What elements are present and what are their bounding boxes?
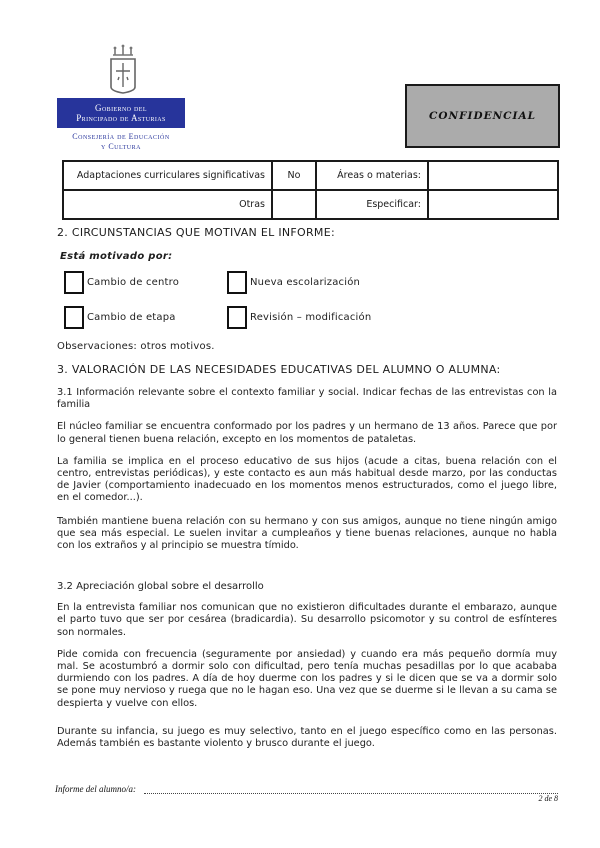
- document-body: [57, 160, 557, 750]
- row-field-label: Áreas o materias:: [316, 161, 428, 190]
- row-field-value[interactable]: [428, 161, 558, 190]
- checkbox-label: Cambio de centro: [87, 277, 180, 288]
- department-line2: y Cultura: [101, 141, 141, 151]
- row-value: [272, 190, 316, 219]
- paragraph: La familia se implica en el proceso educativo de sus hijos (acude a citas, buena relación con el centro, entrevistas periódicas), y este contacto es aun más habitual desde marzo, por las conductas de Javier (comportamiento inadecuado en los momentos menos estructurados, como el juego libre, en el comedor...).: [57, 455, 557, 504]
- paragraph: También mantiene buena relación con su hermano y con sus amigos, aunque no tiene ningún amigo que sea más especial. Le suelen invitar a cumpleaños y tiene buenas relaciones, aunque no habla con los extraños y al principio se muestra tímido.: [57, 515, 557, 552]
- department-label: [40, 132, 202, 151]
- checkbox[interactable]: [64, 306, 84, 329]
- observations-text: Observaciones: otros motivos.: [57, 341, 215, 352]
- page-footer: [55, 782, 558, 803]
- checkbox-item-cambio-de-etapa: [64, 306, 227, 329]
- government-line1: Gobierno del: [95, 102, 147, 113]
- confidential-stamp: [405, 84, 560, 148]
- checkbox-item-nueva-escolarizacion: [227, 271, 484, 294]
- paragraph: Pide comida con frecuencia (seguramente por ansiedad) y cuando era más pequeño dormía muy mal. Se acostumbró a dormir solo con dificultad, pero tenía muchas pesadillas por lo que acababa durmiendo con los padres. A día de hoy duerme con los padres y si le dicen que se va a dormir solo se pone muy nervioso y ruega que no le hagan eso. Una vez que se duerme si le llevan a su cama se despierta y vuelve con ellos.: [57, 648, 557, 709]
- checkbox-item-cambio-de-centro: [64, 271, 227, 294]
- government-line2: Principado de Asturias: [76, 113, 166, 123]
- subsection-3-2-title: 3.2 Apreciación global sobre el desarrollo: [57, 581, 264, 593]
- page-number: 2 de 8: [538, 794, 558, 803]
- asturias-crest-icon: [103, 44, 143, 96]
- checkbox[interactable]: [227, 306, 247, 329]
- row-value: No: [272, 161, 316, 190]
- checkbox-label: Nueva escolarización: [250, 277, 361, 288]
- paragraph: Durante su infancia, su juego es muy selectivo, tanto en el juego específico como en las personas. Además también es bastante violento y brusco durante el juego.: [57, 725, 557, 750]
- table-row: [63, 161, 558, 190]
- row-field-label: Especificar:: [316, 190, 428, 219]
- paragraph: El núcleo familiar se encuentra conformado por los padres y un hermano de 13 años. Parece que por lo general tienen buena relación, excepto en los momentos de pataletas.: [57, 421, 557, 445]
- checkbox-label: Revisión – modificación: [250, 312, 372, 323]
- footer-label: Informe del alumno/a:: [55, 784, 136, 794]
- department-line1: Consejería de Educación: [72, 132, 170, 141]
- row-label: Adaptaciones curriculares significativas: [63, 161, 272, 190]
- row-field-value[interactable]: [428, 190, 558, 219]
- section3-title: 3. VALORACIÓN DE LAS NECESIDADES EDUCATIVAS DEL ALUMNO O ALUMNA:: [57, 363, 501, 376]
- checkbox[interactable]: [64, 271, 84, 294]
- section2-subtitle: Está motivado por:: [60, 251, 173, 262]
- table-row: [63, 190, 558, 219]
- section2-title: 2. CIRCUNSTANCIAS QUE MOTIVAN EL INFORME:: [57, 226, 335, 239]
- footer-dotted-line: [144, 782, 558, 794]
- row-label: Otras: [63, 190, 272, 219]
- adaptations-table: [62, 160, 559, 220]
- checkbox[interactable]: [227, 271, 247, 294]
- paragraph: En la entrevista familiar nos comunican que no existieron dificultades durante el embarazo, aunque el parto tuvo que ser por cesárea (bradicardia). Su desarrollo psicomotor y su control de esfínteres son normales.: [57, 602, 557, 638]
- subsection-3-1-title: 3.1 Información relevante sobre el contexto familiar y social. Indicar fechas de las entrevistas con la familia: [57, 387, 557, 411]
- confidential-label: CONFIDENCIAL: [429, 110, 536, 122]
- government-logo: [57, 98, 185, 128]
- checkbox-item-revision-modificacion: [227, 306, 484, 329]
- motive-checkbox-group: [64, 271, 484, 329]
- checkbox-label: Cambio de etapa: [87, 312, 176, 323]
